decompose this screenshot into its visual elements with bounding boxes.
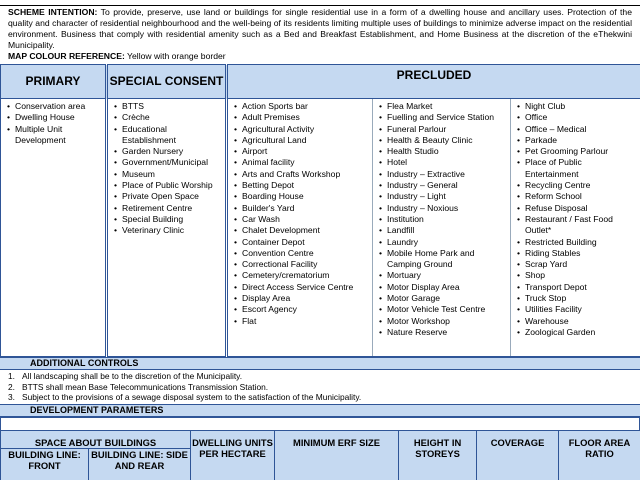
list-item: • Industry – Noxious bbox=[387, 203, 506, 214]
list-item: • Motor Vehicle Test Centre bbox=[387, 304, 506, 315]
development-parameters-table bbox=[0, 430, 640, 480]
scheme-intention-label: SCHEME INTENTION: bbox=[8, 7, 98, 17]
list-item: • Landfill bbox=[387, 225, 506, 236]
precluded-column-2 bbox=[373, 99, 511, 357]
list-item: • Motor Display Area bbox=[387, 282, 506, 293]
list-item: • Convention Centre bbox=[242, 248, 368, 259]
control-item bbox=[8, 371, 632, 382]
list-item: • Multiple Unit Development bbox=[15, 124, 101, 147]
list-item: • Museum bbox=[122, 169, 221, 180]
list-item: • Correctional Facility bbox=[242, 259, 368, 270]
list-item: • Scrap Yard bbox=[525, 259, 636, 270]
precluded-column-3 bbox=[511, 99, 640, 357]
list-item: • Zoological Garden bbox=[525, 327, 636, 338]
list-item: • Reform School bbox=[525, 191, 636, 202]
list-item: • Hotel bbox=[387, 157, 506, 168]
list-item: • Place of Public Entertainment bbox=[525, 157, 636, 180]
list-item: • Container Depot bbox=[242, 237, 368, 248]
control-number: 2. bbox=[8, 381, 15, 392]
list-item: • Government/Municipal bbox=[122, 157, 221, 168]
header-precluded: PRECLUDED bbox=[227, 65, 640, 99]
control-number: 3. bbox=[8, 392, 15, 402]
list-item: • Place of Public Worship bbox=[122, 180, 221, 191]
list-item: • Flea Market bbox=[387, 101, 506, 112]
list-item: • Fuelling and Service Station bbox=[387, 112, 506, 123]
precluded-column-1 bbox=[227, 99, 373, 357]
header-primary: PRIMARY bbox=[1, 65, 107, 99]
list-item: • Funeral Parlour bbox=[387, 124, 506, 135]
list-item: • Transport Depot bbox=[525, 282, 636, 293]
list-item: • Night Club bbox=[525, 101, 636, 112]
list-item: • Dwelling House bbox=[15, 112, 101, 123]
list-item: • Restaurant / Fast Food Outlet* bbox=[525, 214, 636, 237]
list-item: • Utilities Facility bbox=[525, 304, 636, 315]
list-item: • Mobile Home Park and Camping Ground bbox=[387, 248, 506, 271]
floor-area-ratio-header: FLOOR AREA RATIO bbox=[559, 430, 640, 480]
spacer-row bbox=[0, 417, 640, 430]
list-item: • Private Open Space bbox=[122, 191, 221, 202]
list-item: • Nature Reserve bbox=[387, 327, 506, 338]
list-item: • Chalet Development bbox=[242, 225, 368, 236]
list-item: • Builder's Yard bbox=[242, 203, 368, 214]
list-item: • Office – Medical bbox=[525, 124, 636, 135]
list-item: • Escort Agency bbox=[242, 304, 368, 315]
map-colour-reference bbox=[8, 51, 632, 62]
height-in-storeys-header: HEIGHT IN STOREYS bbox=[399, 430, 477, 480]
list-item: • Refuse Disposal bbox=[525, 203, 636, 214]
list-item: • Flat bbox=[242, 316, 368, 327]
list-item: • Riding Stables bbox=[525, 248, 636, 259]
list-item: • Warehouse bbox=[525, 316, 636, 327]
additional-controls-title: ADDITIONAL CONTROLS bbox=[0, 357, 640, 370]
list-item: • Animal facility bbox=[242, 157, 368, 168]
list-item: • Betting Depot bbox=[242, 180, 368, 191]
special-consent-column bbox=[107, 99, 227, 357]
list-item: • Institution bbox=[387, 214, 506, 225]
list-item: • BTTS bbox=[122, 101, 221, 112]
list-item: • Laundry bbox=[387, 237, 506, 248]
list-item: • Industry – Light bbox=[387, 191, 506, 202]
control-text: Subject to the provisions of a sewage disposal system to the satisfaction of the Municipality. bbox=[22, 392, 362, 402]
coverage-header: COVERAGE bbox=[477, 430, 559, 480]
map-colour-label: MAP COLOUR REFERENCE: bbox=[8, 51, 125, 61]
list-item: • Industry – Extractive bbox=[387, 169, 506, 180]
list-item: • Retirement Centre bbox=[122, 203, 221, 214]
land-use-table bbox=[0, 64, 640, 357]
scheme-intention bbox=[0, 6, 640, 64]
control-item bbox=[8, 382, 632, 393]
list-item: • Conservation area bbox=[15, 101, 101, 112]
scheme-intention-text: To provide, preserve, use land or buildings for single residential use in a form of a dwelling house and ancillary uses. Protection of the quality and character of residential neighbourhood and the well-being of its residents limiting multiple uses of buildings to minimize adverse impact on the residential environment. Business that comply with residential amenity such as a Bed and Breakfast Establishment, and Home Business at the discretion of the eThekwini Municipality. bbox=[8, 7, 632, 50]
space-about-buildings-header: SPACE ABOUT BUILDINGS bbox=[1, 430, 191, 448]
list-item: • Office bbox=[525, 112, 636, 123]
list-item: • Garden Nursery bbox=[122, 146, 221, 157]
list-item: • Parkade bbox=[525, 135, 636, 146]
list-item: • Educational Establishment bbox=[122, 124, 221, 147]
control-item bbox=[8, 392, 632, 403]
list-item: • Cemetery/crematorium bbox=[242, 270, 368, 281]
list-item: • Veterinary Clinic bbox=[122, 225, 221, 236]
list-item: • Motor Workshop bbox=[387, 316, 506, 327]
control-number: 1. bbox=[8, 371, 15, 381]
control-text: BTTS shall mean Base Telecommunications Transmission Station. bbox=[22, 381, 269, 392]
list-item: • Crèche bbox=[122, 112, 221, 123]
building-line-front-header: BUILDING LINE: FRONT bbox=[1, 448, 89, 480]
list-item: • Industry – General bbox=[387, 180, 506, 191]
list-item: • Action Sports bar bbox=[242, 101, 368, 112]
list-item: • Arts and Crafts Workshop bbox=[242, 169, 368, 180]
development-parameters-title: DEVELOPMENT PARAMETERS bbox=[0, 404, 640, 417]
building-line-side-rear-header: BUILDING LINE: SIDE AND REAR bbox=[89, 448, 191, 480]
minimum-erf-size-header: MINIMUM ERF SIZE bbox=[275, 430, 399, 480]
list-item: • Adult Premises bbox=[242, 112, 368, 123]
control-text: All landscaping shall be to the discretion of the Municipality. bbox=[22, 371, 243, 381]
list-item: • Restricted Building bbox=[525, 237, 636, 248]
list-item: • Agricultural Activity bbox=[242, 124, 368, 135]
dwelling-units-header: DWELLING UNITS PER HECTARE bbox=[191, 430, 275, 480]
additional-controls-list bbox=[0, 370, 640, 404]
list-item: • Health & Beauty Clinic bbox=[387, 135, 506, 146]
header-special-consent: SPECIAL CONSENT bbox=[107, 65, 227, 99]
list-item: • Agricultural Land bbox=[242, 135, 368, 146]
list-item: • Motor Garage bbox=[387, 293, 506, 304]
list-item: • Special Building bbox=[122, 214, 221, 225]
list-item: • Pet Grooming Parlour bbox=[525, 146, 636, 157]
map-colour-text: Yellow with orange border bbox=[124, 51, 226, 61]
list-item: • Direct Access Service Centre bbox=[242, 282, 368, 293]
list-item: • Shop bbox=[525, 270, 636, 281]
list-item: • Airport bbox=[242, 146, 368, 157]
list-item: • Truck Stop bbox=[525, 293, 636, 304]
list-item: • Recycling Centre bbox=[525, 180, 636, 191]
list-item: • Car Wash bbox=[242, 214, 368, 225]
list-item: • Boarding House bbox=[242, 191, 368, 202]
list-item: • Health Studio bbox=[387, 146, 506, 157]
list-item: • Display Area bbox=[242, 293, 368, 304]
list-item: • Mortuary bbox=[387, 270, 506, 281]
primary-column bbox=[1, 99, 107, 357]
